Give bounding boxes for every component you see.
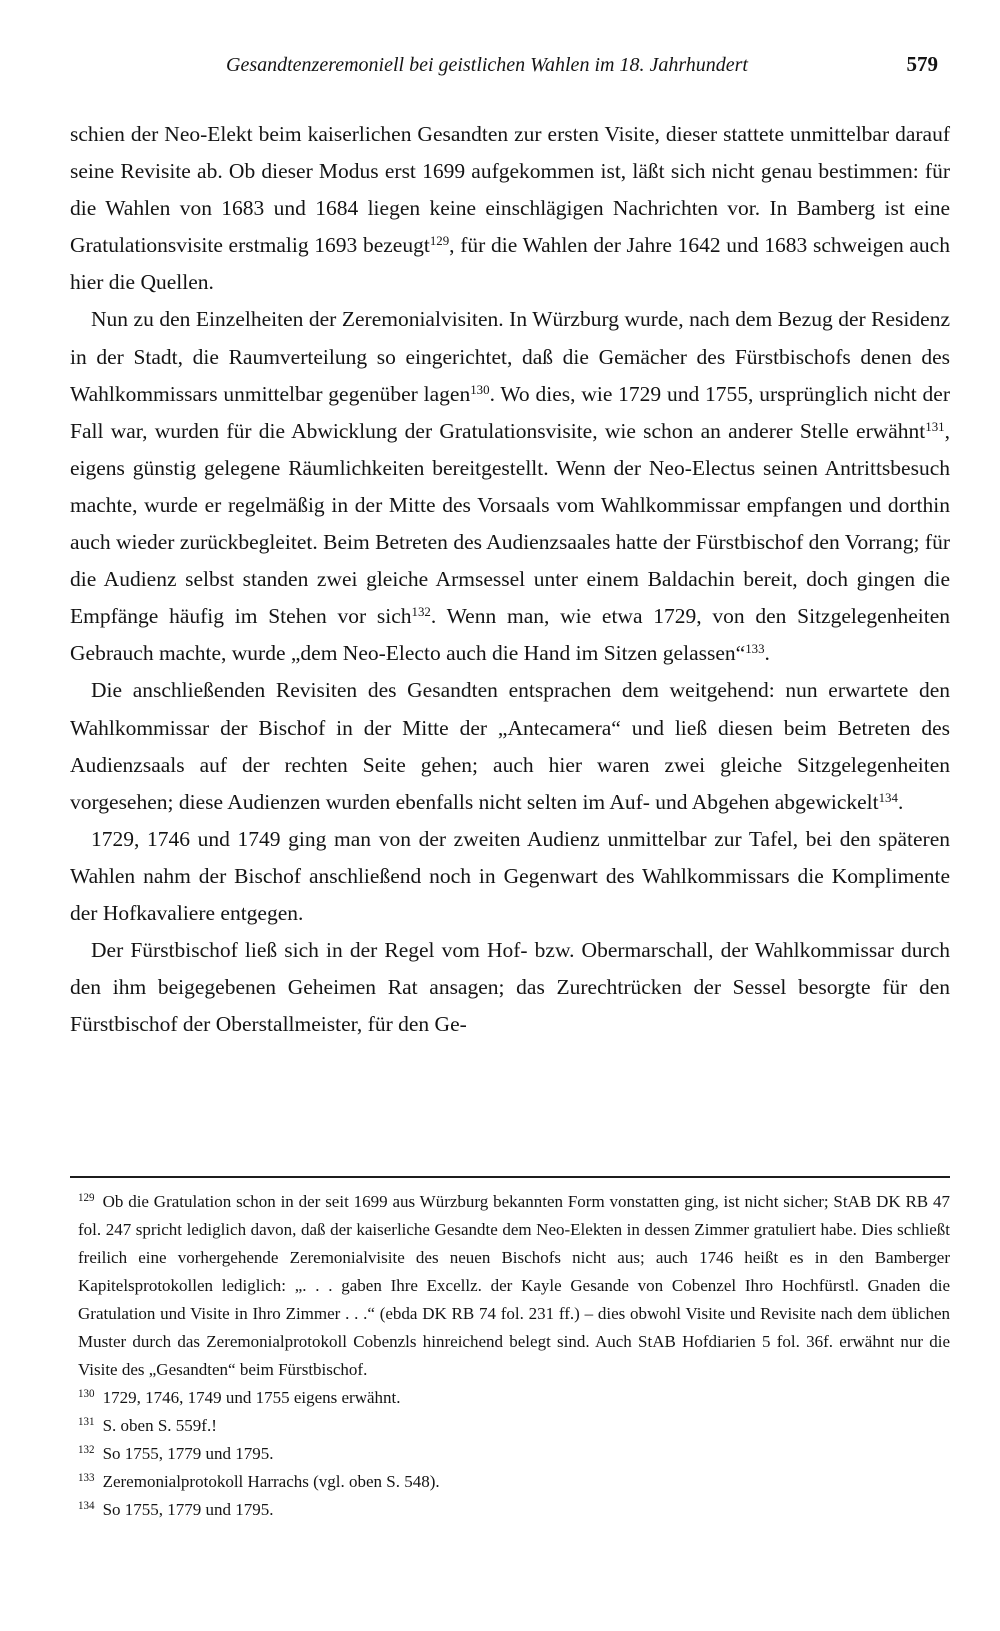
footnote-text: So 1755, 1779 und 1795.	[102, 1500, 274, 1519]
paragraph-text: Die anschließenden Revisiten des Gesandten entsprachen dem weitgehend: nun erwartete den Wahlkommissar der Bischof in der Mitte der „Antecamera“ und ließ diesen beim Betreten des Audienzsaals auf der rechten Seite gehen; auch hier waren zwei gleiche Sitzgelegenheiten vorgesehen; diese Audienzen wurden ebenfalls nicht selten im Auf- und Abgehen abgewickelt	[70, 678, 950, 814]
body-paragraph	[70, 116, 950, 301]
paragraph-text: , für die Wahlen der Jahre 1642 und 1683 schweigen auch hier die Quellen.	[70, 233, 950, 295]
paragraph-text: . Wo dies, wie 1729 und 1755, ursprünglich nicht der Fall war, wurden für die Abwicklung der Gratulationsvisite, wie schon an anderer Stelle erwähnt	[70, 381, 950, 443]
paragraph-text: 1729, 1746 und 1749 ging man von der zweiten Audienz unmittelbar zur Tafel, bei den späteren Wahlen nahm der Bischof anschließend noch in Gegenwart des Wahlkommissars die Komplimente der Hofkavaliere entgegen.	[70, 826, 950, 925]
paragraph-text: Nun zu den Einzelheiten der Zeremonialvisiten. In Würzburg wurde, nach dem Bezug der Residenz in der Stadt, die Raumverteilung so eingerichtet, daß die Gemächer des Fürstbischofs denen des Wahlkommissars unmittelbar gegenüber lagen	[70, 307, 950, 406]
paragraph-text: .	[897, 789, 904, 814]
footnote-number: 133	[78, 1471, 95, 1484]
footnote-reference: 134	[878, 790, 898, 805]
body-paragraph	[70, 821, 950, 932]
running-title: Gesandtenzeremoniell bei geistlichen Wahlen im 18. Jahrhundert	[226, 54, 748, 76]
footnote-reference: 131	[925, 419, 945, 434]
paragraph-text: .	[764, 641, 770, 666]
footnote-rule	[70, 1176, 950, 1178]
paragraph-text: . Wenn man, wie etwa 1729, von den Sitzgelegenheiten Gebrauch machte, wurde „dem Neo-Electo auch die Hand im Sitzen gelassen“	[70, 604, 950, 666]
body-paragraph	[70, 672, 950, 820]
footnote-number: 134	[78, 1499, 95, 1512]
footnote-number: 129	[78, 1191, 95, 1204]
footnote	[78, 1188, 950, 1384]
paragraph-text: , eigens günstig gelegene Räumlichkeiten bereitgestellt. Wenn der Neo-Electus seinen Antrittsbesuch machte, wurde er regelmäßig in der Mitte des Vorsaals vom Wahlkommissar empfangen und dorthin auch wieder zurückbegleitet. Beim Betreten des Audienzsaales hatte der Fürstbischof den Vorrang; für die Audienz selbst standen zwei gleiche Armsessel unter einem Baldachin bereit, doch gingen die Empfänge häufig im Stehen vor sich	[70, 418, 950, 629]
footnote	[78, 1468, 950, 1496]
body-text	[70, 116, 950, 1043]
footnote-reference: 133	[745, 642, 765, 657]
footnote-number: 131	[78, 1415, 95, 1428]
footnote-text: Zeremonialprotokoll Harrachs (vgl. oben S. 548).	[102, 1472, 440, 1491]
paragraph-text: schien der Neo-Elekt beim kaiserlichen Gesandten zur ersten Visite, dieser stattete unmittelbar darauf seine Revisite ab. Ob dieser Modus erst 1699 aufgekommen ist, läßt sich nicht genau bestimmen: für die Wahlen von 1683 und 1684 liegen keine einschlägigen Nachrichten vor. In Bamberg ist eine Gratulationsvisite erstmalig 1693 bezeugt	[70, 122, 950, 258]
running-head	[70, 46, 950, 86]
footnote	[78, 1412, 950, 1440]
footnote	[78, 1384, 950, 1412]
footnote-reference: 130	[470, 382, 490, 397]
footnote-reference: 132	[411, 605, 431, 620]
footnote-reference: 129	[429, 234, 450, 249]
footnote	[78, 1496, 950, 1524]
footnote	[78, 1440, 950, 1468]
footnotes	[78, 1188, 950, 1524]
body-paragraph	[70, 932, 950, 1043]
page-number: 579	[906, 52, 938, 76]
footnote-number: 132	[78, 1443, 95, 1456]
paragraph-text: Der Fürstbischof ließ sich in der Regel vom Hof- bzw. Obermarschall, der Wahlkommissar durch den ihm beigegebenen Geheimen Rat ansagen; das Zurechtrücken der Sessel besorgte für den Fürstbischof der Oberstallmeister, für den Ge-	[70, 938, 950, 1037]
footnote-number: 130	[78, 1387, 95, 1400]
footnote-text: So 1755, 1779 und 1795.	[102, 1444, 274, 1463]
body-paragraph	[70, 301, 950, 672]
footnote-text: Ob die Gratulation schon in der seit 1699 aus Würzburg bekannten Form vonstatten ging, ist nicht sicher; StAB DK RB 47 fol. 247 spricht lediglich davon, daß der kaiserliche Gesandte dem Neo-Elekten in dessen Zimmer gratuliert habe. Dies schließt freilich eine vorhergehende Zeremonialvisite des neuen Bischofs nicht aus; auch 1746 heißt es in den Bamberger Kapitelsprotokollen lediglich: „. . . gaben Ihre Excellz. der Kayle Gesande von Cobenzel Ihro Hochfürstl. Gnaden die Gratulation und Visite in Ihro Zimmer . . .“ (ebda DK RB 74 fol. 231 ff.) – dies obwohl Visite und Revisite nach dem üblichen Muster durch das Zeremonialprotokoll Cobenzls hinreichend belegt sind. Auch StAB Hofdiarien 5 fol. 36f. erwähnt nur die Visite des „Gesandten“ beim Fürstbischof.	[78, 1192, 950, 1379]
footnote-text: S. oben S. 559f.!	[102, 1416, 217, 1435]
footnote-text: 1729, 1746, 1749 und 1755 eigens erwähnt.	[102, 1388, 401, 1407]
